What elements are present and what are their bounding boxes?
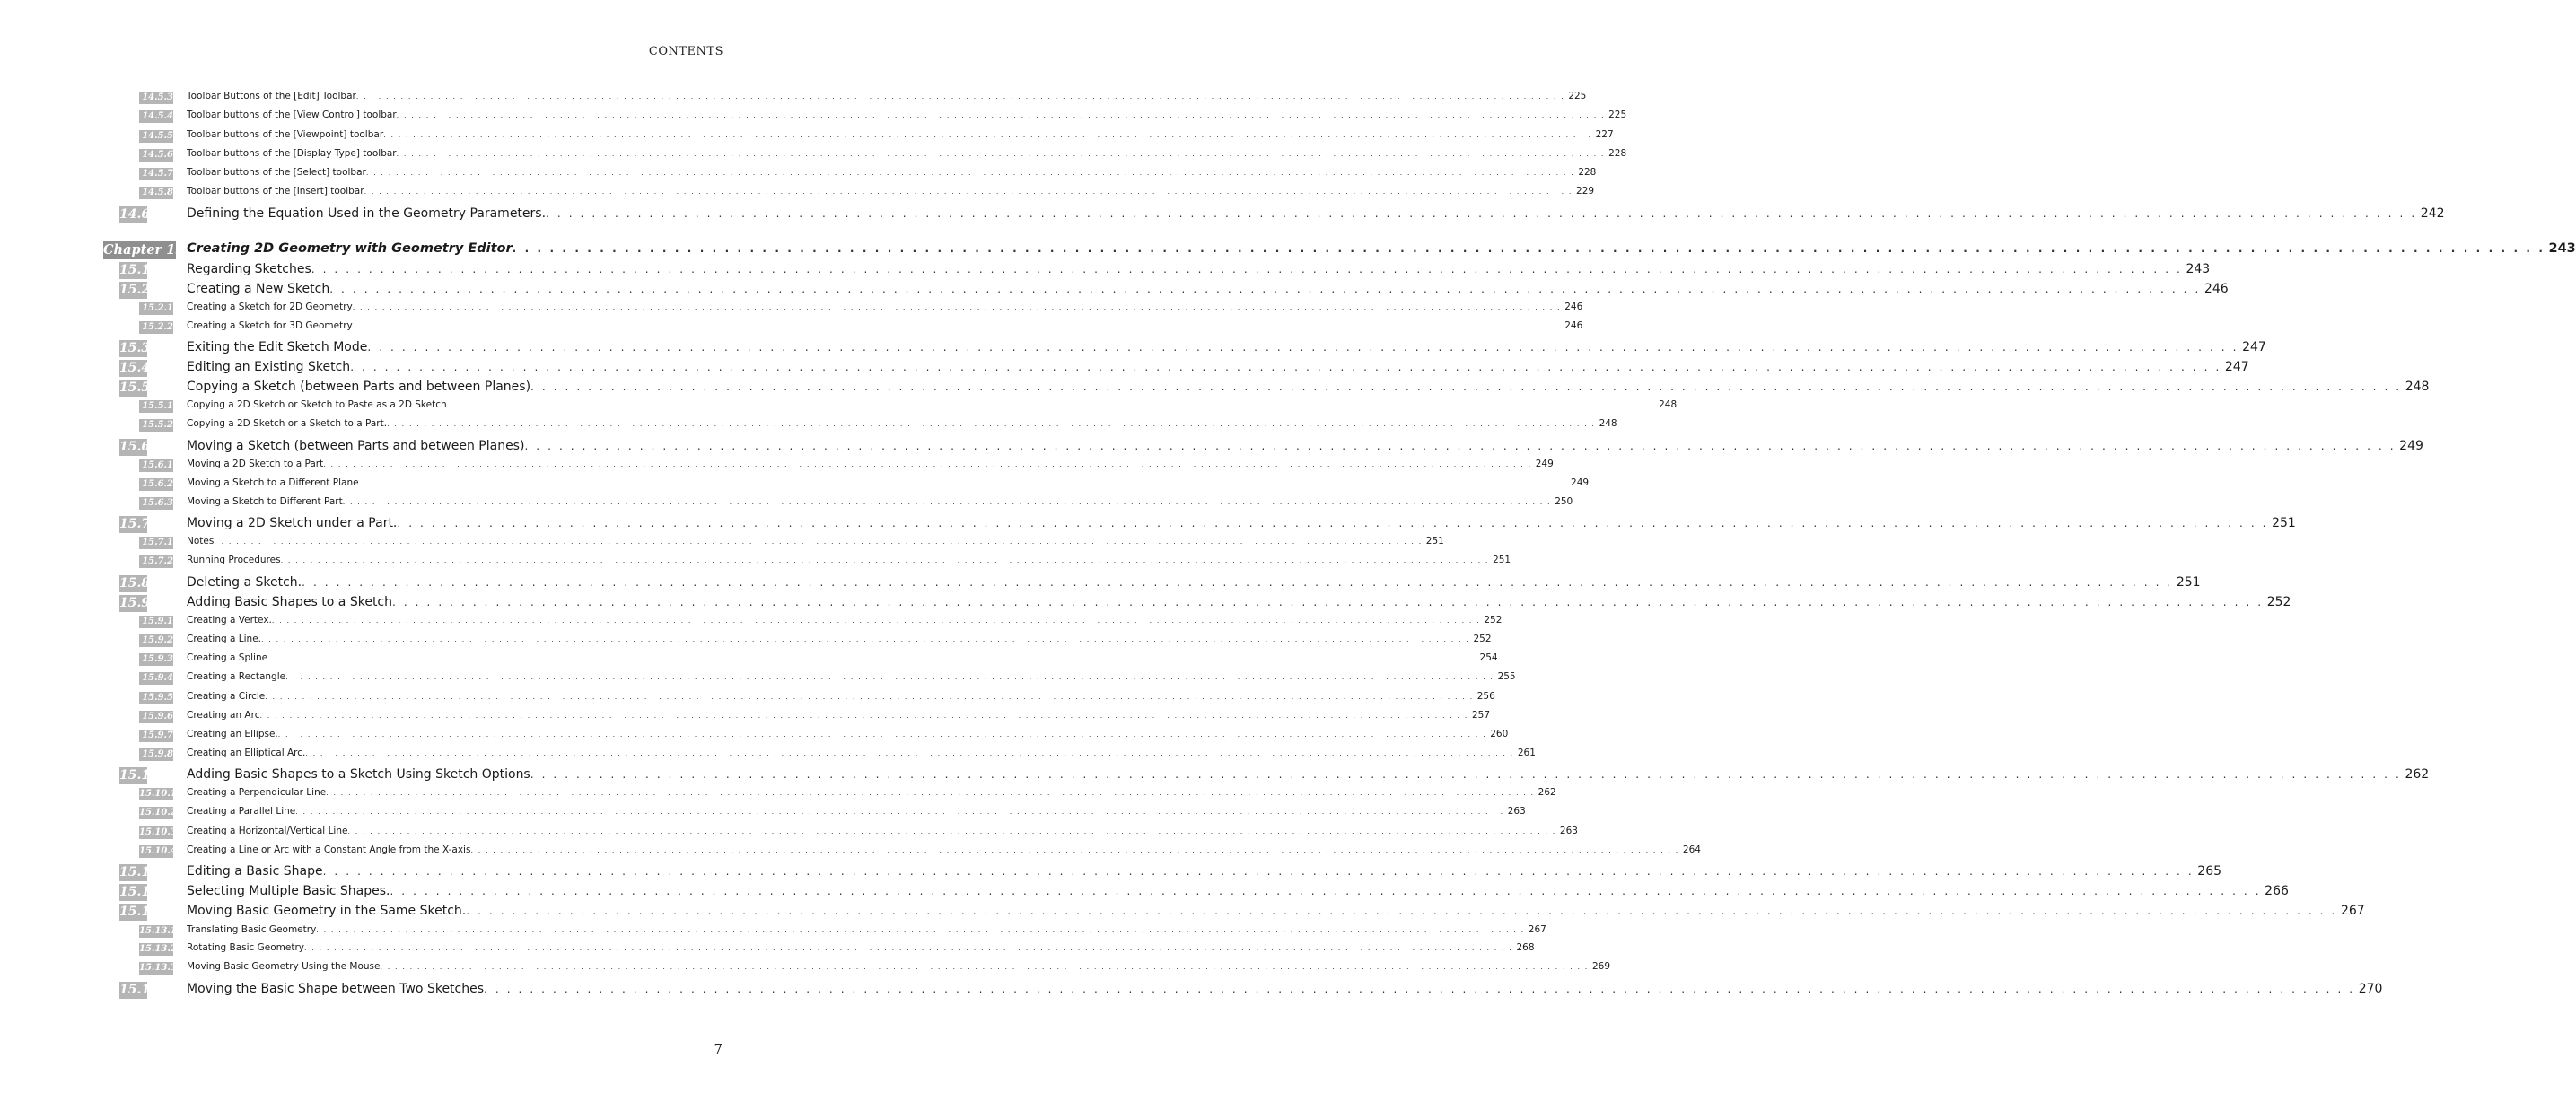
- toc-line: [187, 904, 2365, 918]
- entry-page-number: 229: [1576, 186, 1595, 197]
- entry-page-number: 243: [2548, 241, 2576, 256]
- entry-page-number: 257: [1471, 710, 1490, 721]
- entry-title: Regarding Sketches: [187, 262, 311, 276]
- entry-page-number: 249: [2399, 439, 2423, 453]
- section-number-badge: 15.9.2: [139, 634, 173, 647]
- toc-line: [187, 555, 1511, 565]
- entry-page-number: 228: [1608, 148, 1627, 159]
- dot-leader: [305, 749, 1513, 757]
- entry-title: Copying a 2D Sketch or Sketch to Paste as a 2D Sketch: [187, 399, 447, 410]
- entry-title: Deleting a Sketch.: [187, 575, 302, 590]
- toc-line: [187, 477, 1590, 488]
- entry-title: Moving a 2D Sketch to a Part: [187, 459, 324, 469]
- entry-page-number: 225: [1568, 91, 1587, 101]
- entry-title: Creating a Spline: [187, 652, 268, 663]
- dot-leader: [530, 768, 2402, 781]
- toc-line: [187, 982, 2383, 996]
- toc-line: [187, 109, 1627, 120]
- entry-page-number: 269: [1591, 961, 1610, 972]
- toc-line: [187, 864, 2222, 879]
- entry-title: Adding Basic Shapes to a Sketch: [187, 595, 393, 609]
- entry-page-number: 262: [2405, 767, 2430, 782]
- entry-title: Creating an Elliptical Arc.: [187, 748, 306, 758]
- toc-line: [187, 241, 2576, 256]
- dot-leader: [259, 712, 1468, 720]
- entry-title: Toolbar buttons of the [View Control] toolbar: [187, 109, 397, 120]
- toc-line: [187, 399, 1678, 410]
- entry-title: Editing an Existing Sketch: [187, 360, 351, 374]
- entry-title: Moving a Sketch to a Different Plane: [187, 477, 359, 488]
- dot-leader: [285, 673, 1494, 681]
- section-number-badge: 15.1: [119, 263, 151, 277]
- dot-leader: [278, 730, 1486, 739]
- dot-leader: [281, 556, 1489, 564]
- toc-line: [187, 418, 1617, 429]
- dot-leader: [530, 380, 2402, 393]
- entry-title: Creating an Ellipse.: [187, 729, 278, 739]
- entry-page-number: 228: [1578, 167, 1597, 178]
- entry-page-number: 252: [1484, 615, 1503, 625]
- dot-leader: [353, 303, 1561, 311]
- section-number-badge: 15.10: [119, 768, 159, 783]
- entry-page-number: 250: [1555, 496, 1573, 507]
- entry-page-number: 248: [1599, 418, 1617, 429]
- dot-leader: [353, 322, 1561, 330]
- toc-line: [187, 826, 1578, 836]
- toc-line: [187, 806, 1526, 817]
- section-number-badge: 15.8: [119, 576, 151, 590]
- dot-leader: [366, 169, 1574, 177]
- toc-line: [187, 320, 1583, 331]
- entry-page-number: 242: [2420, 206, 2445, 221]
- entry-page-number: 263: [1559, 826, 1578, 836]
- entry-page-number: 247: [2242, 340, 2266, 354]
- dot-leader: [359, 479, 1567, 487]
- toc-line: [187, 360, 2249, 374]
- toc-line: [187, 748, 1536, 758]
- entry-title: Creating a Sketch for 2D Geometry: [187, 302, 353, 312]
- toc-line: [187, 575, 2201, 590]
- dot-leader: [214, 538, 1422, 546]
- section-number-badge: 15.6.2: [139, 478, 173, 491]
- entry-page-number: 249: [1571, 477, 1590, 488]
- toc-line: [187, 884, 2289, 898]
- entry-title: Creating a Line.: [187, 634, 261, 644]
- dot-leader: [387, 420, 1595, 428]
- section-number-badge: 15.12: [119, 885, 159, 899]
- dot-leader: [295, 808, 1503, 816]
- section-number-badge: 14.5.8: [139, 187, 173, 199]
- entry-page-number: 267: [1528, 924, 1546, 935]
- entry-page-number: 225: [1608, 109, 1627, 120]
- entry-page-number: 256: [1476, 691, 1495, 702]
- section-number-badge: 14.5.5: [139, 130, 173, 143]
- section-number-badge: 15.2.2: [139, 321, 173, 334]
- entry-title: Copying a 2D Sketch or a Sketch to a Part.: [187, 418, 388, 429]
- entry-title: Editing a Basic Shape: [187, 864, 323, 879]
- section-number-badge: 15.6: [119, 440, 151, 454]
- toc-line: [187, 91, 1587, 101]
- section-number-badge: 14.5.4: [139, 110, 173, 123]
- section-number-badge: Chapter 15.: [103, 242, 189, 258]
- running-header: CONTENTS: [648, 45, 723, 58]
- section-number-badge: 15.14: [119, 983, 159, 997]
- toc-line: [187, 186, 1595, 197]
- entry-title: Exiting the Edit Sketch Mode: [187, 340, 368, 354]
- entry-page-number: 252: [2266, 595, 2291, 609]
- toc-line: [187, 671, 1516, 682]
- entry-page-number: 227: [1595, 129, 1614, 140]
- entry-page-number: 268: [1516, 942, 1535, 953]
- toc-line: [187, 767, 2430, 782]
- entry-page-number: 252: [1473, 634, 1492, 644]
- toc-line: [187, 496, 1573, 507]
- section-number-badge: 15.10.3: [139, 827, 177, 837]
- toc-line: [187, 340, 2266, 354]
- entry-page-number: 266: [2265, 884, 2289, 898]
- entry-page-number: 265: [2197, 864, 2222, 879]
- section-number-badge: 15.9.8: [139, 748, 173, 761]
- section-number-badge: 15.10.2: [139, 808, 177, 818]
- section-number-badge: 15.5.2: [139, 419, 173, 432]
- entry-page-number: 246: [1564, 302, 1583, 312]
- entry-page-number: 249: [1535, 459, 1554, 469]
- entry-title: Toolbar buttons of the [Insert] toolbar: [187, 186, 364, 197]
- dot-leader: [470, 846, 1678, 854]
- entry-page-number: 270: [2358, 982, 2383, 996]
- dot-leader: [350, 361, 2221, 373]
- entry-title: Toolbar buttons of the [Select] toolbar: [187, 167, 366, 178]
- entry-page-number: 261: [1517, 748, 1536, 758]
- section-number-badge: 15.2: [119, 283, 151, 297]
- entry-page-number: 251: [1493, 555, 1511, 565]
- entry-title: Selecting Multiple Basic Shapes.: [187, 884, 390, 898]
- entry-page-number: 248: [1659, 399, 1678, 410]
- entry-title: Notes: [187, 536, 215, 547]
- section-number-badge: 15.13.1: [139, 926, 177, 936]
- entry-page-number: 246: [2204, 282, 2229, 296]
- entry-title: Moving a Sketch to Different Part: [187, 496, 343, 507]
- toc-line: [187, 634, 1492, 644]
- entry-title: Running Procedures: [187, 555, 281, 565]
- toc-line: [187, 282, 2229, 296]
- dot-leader: [513, 242, 2545, 255]
- entry-title: Moving Basic Geometry in the Same Sketch.: [187, 904, 467, 918]
- toc-line: [187, 516, 2296, 530]
- dot-leader: [316, 926, 1524, 934]
- section-number-badge: 15.2.1: [139, 302, 173, 315]
- entry-page-number: 254: [1479, 652, 1498, 663]
- section-number-badge: 15.9.1: [139, 616, 173, 628]
- entry-page-number: 263: [1507, 806, 1526, 817]
- entry-page-number: 264: [1682, 844, 1701, 855]
- dot-leader: [524, 440, 2396, 452]
- entry-page-number: 267: [2340, 904, 2365, 918]
- toc-line: [187, 942, 1535, 953]
- entry-title: Creating a New Sketch: [187, 282, 330, 296]
- section-number-badge: 15.7: [119, 517, 151, 531]
- dot-leader: [392, 596, 2264, 608]
- section-number-badge: 15.9.7: [139, 730, 173, 742]
- section-number-badge: 15.7.1: [139, 537, 173, 549]
- dot-leader: [347, 827, 1555, 835]
- entry-page-number: 260: [1490, 729, 1509, 739]
- entry-title: Defining the Equation Used in the Geometry Parameters.: [187, 206, 547, 221]
- toc-line: [187, 710, 1490, 721]
- toc-line: [187, 262, 2211, 276]
- dot-leader: [311, 263, 2183, 276]
- entry-title: Creating a Line or Arc with a Constant Angle from the X-axis: [187, 844, 471, 855]
- toc-line: [187, 148, 1627, 159]
- dot-leader: [397, 111, 1605, 119]
- entry-title: Creating a Rectangle: [187, 671, 286, 682]
- section-number-badge: 15.9.4: [139, 672, 173, 685]
- toc-line: [187, 961, 1610, 972]
- section-number-badge: 15.10.4: [139, 846, 177, 856]
- toc-line: [187, 167, 1597, 178]
- entry-title: Moving a Sketch (between Parts and between Planes): [187, 439, 525, 453]
- dot-leader: [484, 983, 2355, 995]
- dot-leader: [343, 498, 1551, 506]
- toc-line: [187, 206, 2445, 221]
- toc-line: [187, 615, 1503, 625]
- entry-title: Translating Basic Geometry: [187, 924, 317, 935]
- dot-leader: [367, 341, 2239, 354]
- dot-leader: [397, 517, 2268, 529]
- section-number-badge: 15.13.3: [139, 963, 177, 973]
- entry-title: Creating a Sketch for 3D Geometry: [187, 320, 353, 331]
- toc-line: [187, 652, 1498, 663]
- dot-leader: [304, 944, 1512, 952]
- toc-line: [187, 844, 1701, 855]
- entry-title: Moving Basic Geometry Using the Mouse: [187, 961, 381, 972]
- entry-page-number: 262: [1538, 787, 1556, 798]
- toc-line: [187, 459, 1554, 469]
- dot-leader: [356, 92, 1564, 101]
- page-number: 7: [714, 1041, 723, 1057]
- section-number-badge: 15.4: [119, 361, 151, 375]
- section-number-badge: 14.5.3: [139, 92, 173, 104]
- dot-leader: [390, 885, 2261, 897]
- dot-leader: [383, 131, 1591, 139]
- toc-line: [187, 129, 1614, 140]
- dot-leader: [329, 283, 2201, 295]
- entry-title: Moving a 2D Sketch under a Part.: [187, 516, 398, 530]
- entry-title: Creating 2D Geometry with Geometry Editor: [187, 241, 513, 256]
- dot-leader: [447, 401, 1655, 409]
- dot-leader: [261, 635, 1469, 643]
- toc-line: [187, 380, 2430, 394]
- section-number-badge: 15.11: [119, 865, 159, 879]
- entry-title: Adding Basic Shapes to a Sketch Using Sketch Options: [187, 767, 530, 782]
- toc-line: [187, 595, 2291, 609]
- toc-line: [187, 924, 1546, 935]
- section-number-badge: 15.9: [119, 596, 151, 610]
- section-number-badge: 15.6.3: [139, 497, 173, 510]
- entry-page-number: 246: [1564, 320, 1583, 331]
- dot-leader: [302, 576, 2173, 589]
- dot-leader: [323, 460, 1531, 468]
- dot-leader: [265, 693, 1473, 701]
- toc-line: [187, 302, 1583, 312]
- toc-line: [187, 536, 1444, 547]
- entry-title: Creating a Horizontal/Vertical Line: [187, 826, 348, 836]
- dot-leader: [466, 905, 2337, 917]
- section-number-badge: 15.9.3: [139, 653, 173, 666]
- dot-leader: [323, 865, 2195, 878]
- toc-line: [187, 691, 1495, 702]
- section-number-badge: 14.6: [119, 207, 151, 222]
- entry-title: Creating a Parallel Line: [187, 806, 296, 817]
- entry-title: Moving the Basic Shape between Two Sketches: [187, 982, 485, 996]
- entry-title: Copying a Sketch (between Parts and between Planes): [187, 380, 531, 394]
- toc-line: [187, 787, 1556, 798]
- entry-page-number: 255: [1497, 671, 1516, 682]
- entry-page-number: 247: [2224, 360, 2249, 374]
- section-number-badge: 15.7.2: [139, 555, 173, 568]
- section-number-badge: 14.5.7: [139, 168, 173, 180]
- entry-title: Toolbar Buttons of the [Edit] Toolbar: [187, 91, 356, 101]
- dot-leader: [546, 207, 2417, 220]
- dot-leader: [326, 789, 1534, 797]
- section-number-badge: 15.13: [119, 905, 159, 919]
- entry-title: Creating a Perpendicular Line: [187, 787, 327, 798]
- section-number-badge: 15.5.1: [139, 400, 173, 413]
- entry-title: Rotating Basic Geometry: [187, 942, 304, 953]
- toc-line: [187, 439, 2423, 453]
- section-number-badge: 15.3: [119, 341, 151, 355]
- entry-page-number: 251: [2272, 516, 2296, 530]
- dot-leader: [364, 188, 1573, 196]
- section-number-badge: 15.9.5: [139, 692, 173, 704]
- entry-title: Toolbar buttons of the [Viewpoint] toolbar: [187, 129, 384, 140]
- entry-title: Toolbar buttons of the [Display Type] toolbar: [187, 148, 397, 159]
- dot-leader: [397, 150, 1605, 158]
- section-number-badge: 14.5.6: [139, 149, 173, 162]
- section-number-badge: 15.5: [119, 380, 151, 395]
- dot-leader: [380, 963, 1588, 971]
- entry-title: Creating a Vertex.: [187, 615, 272, 625]
- section-number-badge: 15.9.6: [139, 711, 173, 723]
- entry-page-number: 243: [2186, 262, 2211, 276]
- section-number-badge: 15.13.2: [139, 944, 177, 954]
- section-number-badge: 15.6.1: [139, 459, 173, 472]
- entry-page-number: 248: [2405, 380, 2430, 394]
- section-number-badge: 15.10.1: [139, 789, 177, 799]
- entry-title: Creating a Circle: [187, 691, 266, 702]
- entry-page-number: 251: [2176, 575, 2201, 590]
- entry-title: Creating an Arc: [187, 710, 260, 721]
- dot-leader: [272, 617, 1480, 625]
- toc-line: [187, 729, 1509, 739]
- dot-leader: [267, 654, 1476, 662]
- entry-page-number: 251: [1425, 536, 1444, 547]
